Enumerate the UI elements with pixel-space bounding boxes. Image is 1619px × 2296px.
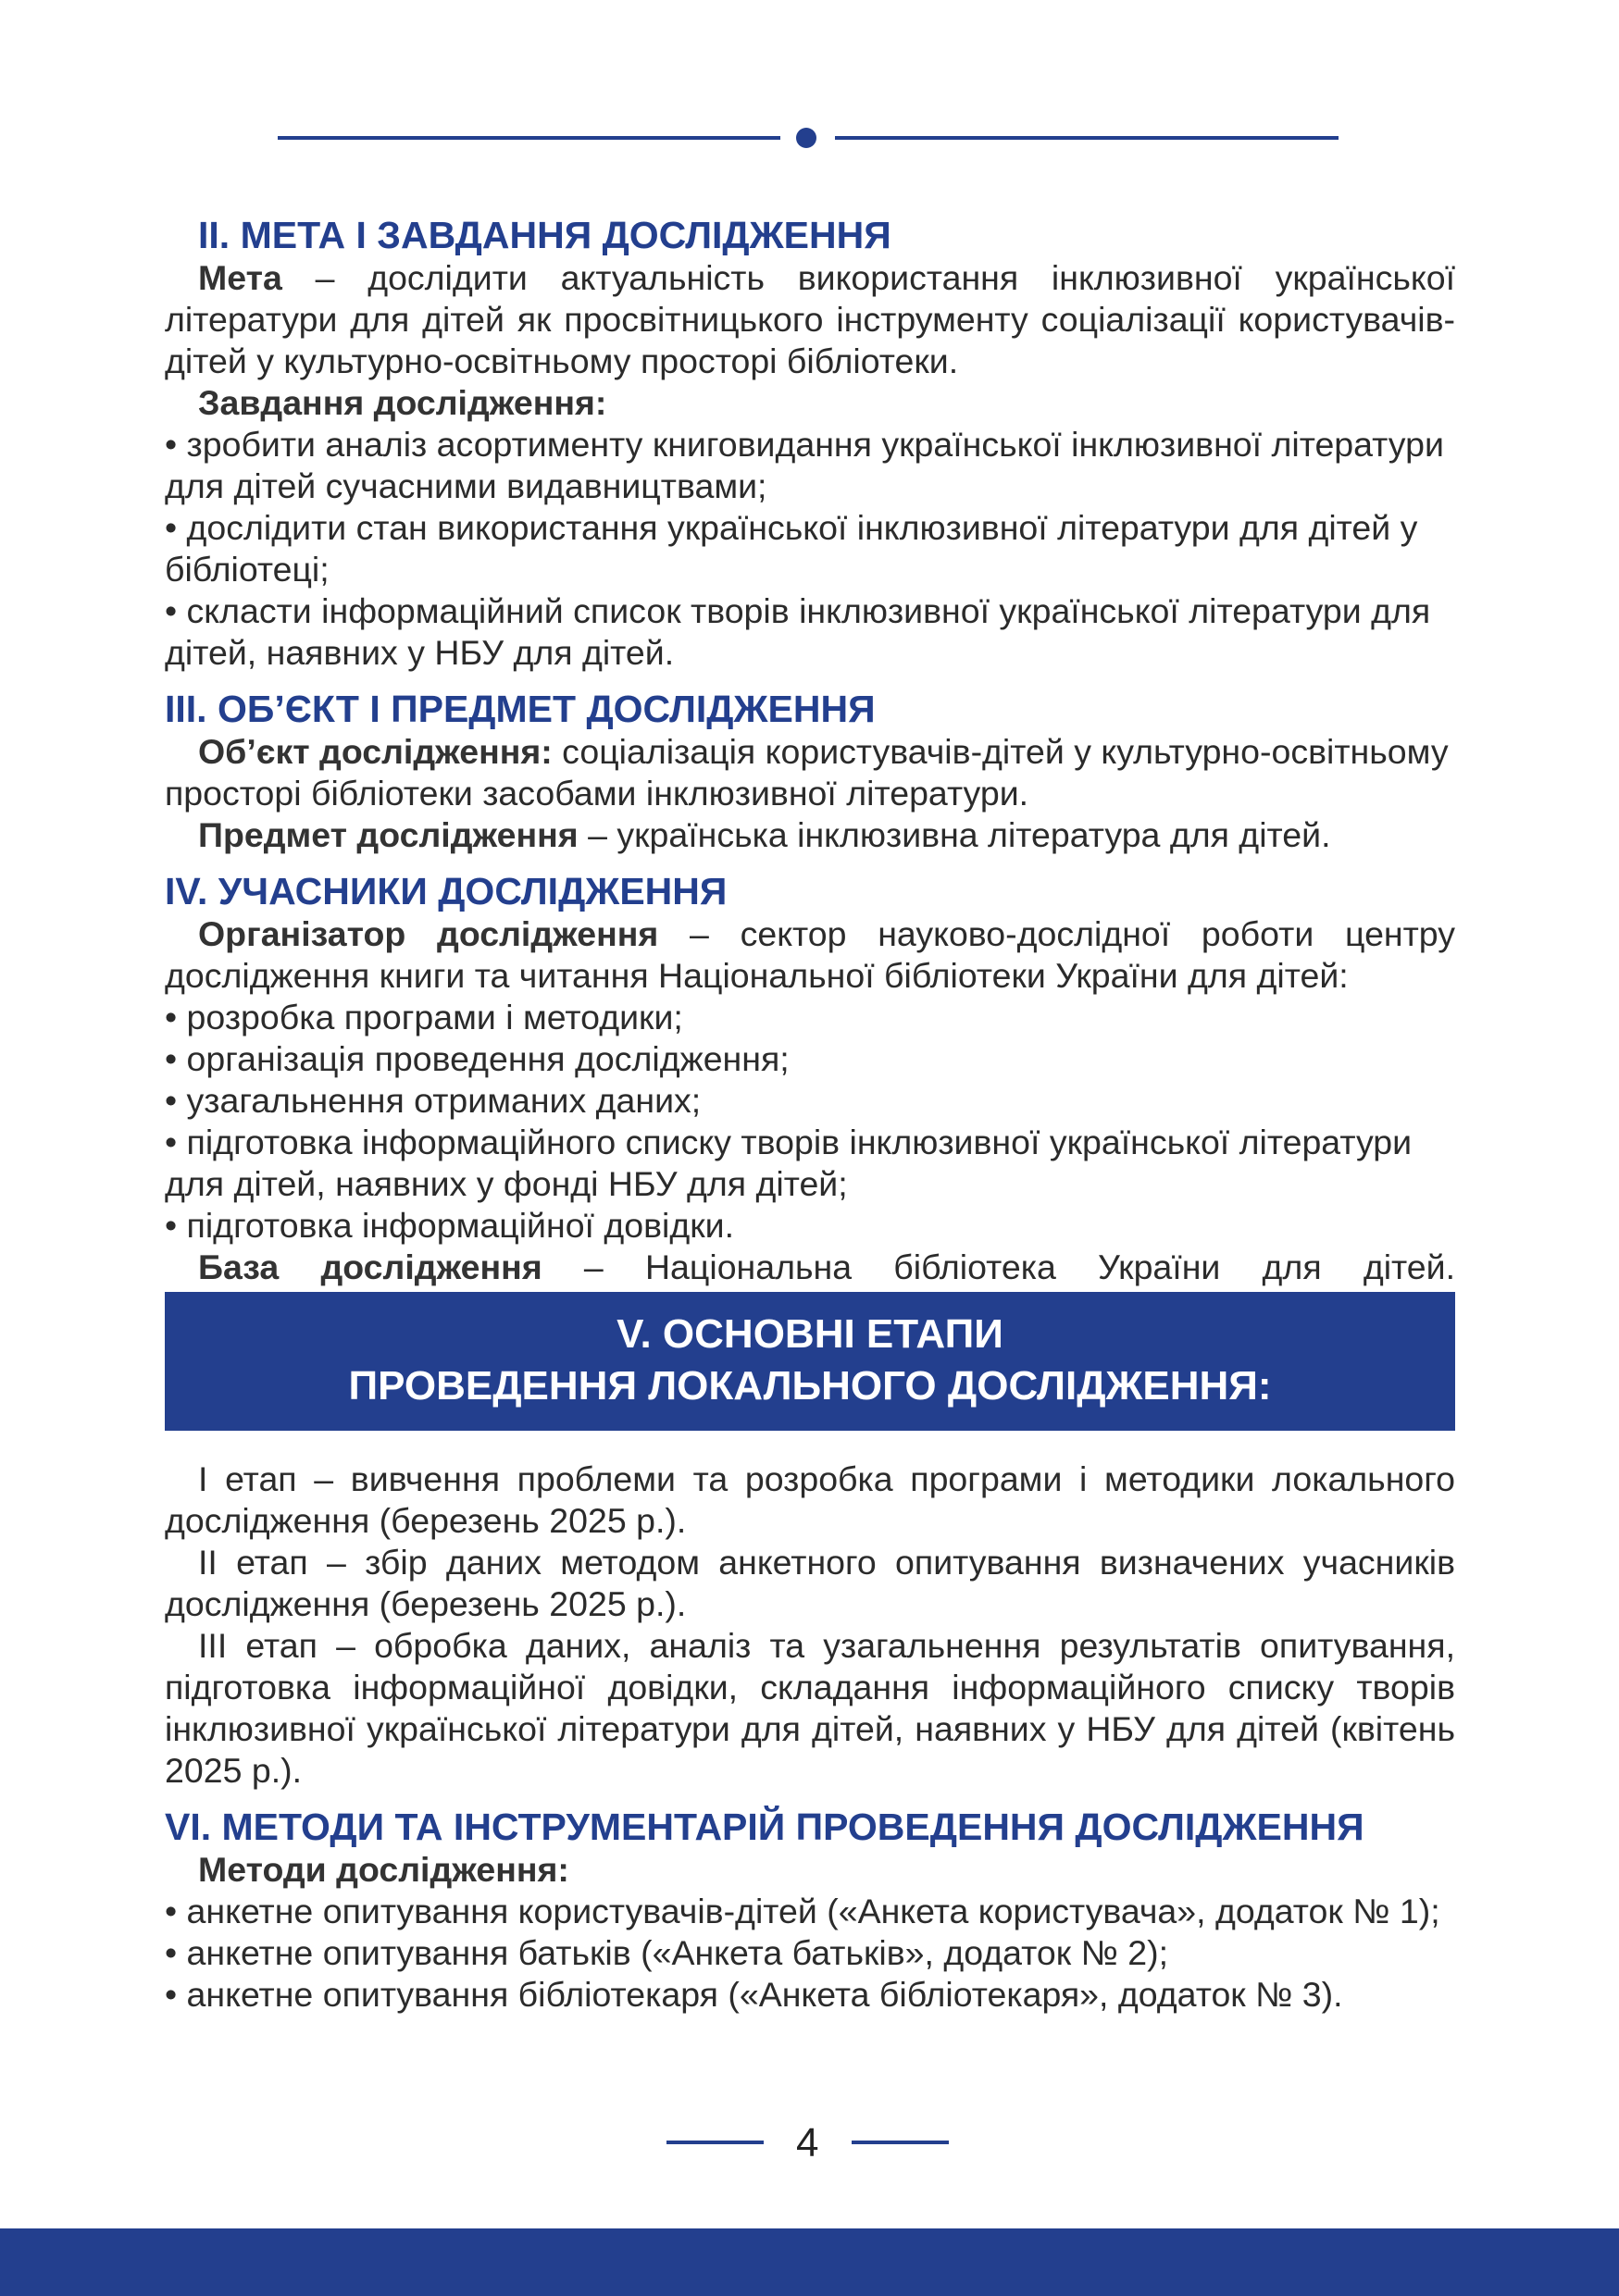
list-item: • анкетне опитування батьків («Анкета батьків», додаток № 2);	[165, 1933, 1169, 1972]
ornament-line-left	[278, 136, 780, 140]
stage-paragraph: ІІ етап – збір даних методом анкетного опитування визначених учасників дослідження (березень 2025 р.).	[165, 1543, 1455, 1623]
subject-text: – українська інклюзивна література для дітей.	[578, 815, 1331, 854]
list-item: • анкетне опитування бібліотекаря («Анкета бібліотекаря», додаток № 3).	[165, 1975, 1343, 2014]
methods-label-paragraph	[165, 1849, 1455, 1891]
page-number: 4	[796, 2120, 819, 2166]
section-heading-participants: IV. УЧАСНИКИ ДОСЛІДЖЕННЯ	[165, 870, 728, 912]
section-heading-object: III. ОБ’ЄКТ І ПРЕДМЕТ ДОСЛІДЖЕННЯ	[165, 688, 876, 730]
list-item: • розробка програми і методики;	[165, 998, 683, 1036]
object-paragraph	[165, 731, 1455, 814]
ornament-dot	[796, 128, 816, 148]
stages-heading-line2: ПРОВЕДЕННЯ ЛОКАЛЬНОГО ДОСЛІДЖЕННЯ:	[348, 1363, 1272, 1409]
base-text: – Національна бібліотека України для дітей.	[542, 1247, 1456, 1286]
subject-label: Предмет дослідження	[198, 815, 579, 854]
stage-paragraph: ІІІ етап – обробка даних, аналіз та узагальнення результатів опитування, підготовка інформаційної довідки, складання інформаційного списку творів інклюзивної української літератури для дітей, наявних у НБУ для дітей (квітень 2025 р.).	[165, 1626, 1455, 1790]
organizer-text: – сектор науково-дослідної роботи центру дослідження книги та читання Національної бібліотеки України для дітей:	[165, 914, 1455, 995]
stages-heading-band	[165, 1292, 1455, 1431]
tasks-label-paragraph	[165, 382, 1455, 424]
page-number-line-right	[852, 2141, 949, 2144]
object-text: соціалізація користувачів-дітей у культурно-освітньому просторі бібліотеки засобами інклюзивної літератури.	[165, 732, 1449, 813]
page-number-block	[666, 2116, 953, 2171]
list-item: • організація проведення дослідження;	[165, 1039, 790, 1078]
organizer-paragraph	[165, 913, 1455, 997]
footer-band	[0, 2228, 1619, 2296]
goal-label: Мета	[198, 258, 282, 297]
methods-label: Методи дослідження:	[198, 1850, 569, 1889]
stages-heading-line1: V. ОСНОВНІ ЕТАПИ	[616, 1311, 1003, 1357]
tasks-label: Завдання дослідження:	[198, 383, 607, 422]
stage-paragraph: І етап – вивчення проблеми та розробка програми і методики локального дослідження (березень 2025 р.).	[165, 1459, 1455, 1540]
list-item: • анкетне опитування користувачів-дітей («Анкета користувача», додаток № 1);	[165, 1892, 1440, 1930]
goal-paragraph	[165, 257, 1455, 382]
section-heading-methods: VI. МЕТОДИ ТА ІНСТРУМЕНТАРІЙ ПРОВЕДЕННЯ ДОСЛІДЖЕННЯ	[165, 1806, 1364, 1848]
section-heading-goal: II. МЕТА І ЗАВДАННЯ ДОСЛІДЖЕННЯ	[198, 214, 891, 256]
goal-text: – дослідити актуальність використання інклюзивної української літератури для дітей як просвітницького інструменту соціалізації користувачів-дітей у культурно-освітньому просторі бібліотеки.	[165, 258, 1455, 380]
list-item: • зробити аналіз асортименту книговидання української інклюзивної літератури для дітей сучасними видавництвами;	[165, 425, 1444, 505]
subject-paragraph	[165, 814, 1455, 856]
list-item: • підготовка інформаційного списку творів інклюзивної української літератури для дітей, наявних у фонді НБУ для дітей;	[165, 1123, 1413, 1203]
base-paragraph	[165, 1247, 1455, 1288]
list-item: • узагальнення отриманих даних;	[165, 1081, 702, 1120]
list-item: • дослідити стан використання української інклюзивної літератури для дітей у бібліотеці;	[165, 508, 1418, 589]
page-number-line-left	[666, 2141, 764, 2144]
organizer-label: Організатор дослідження	[198, 914, 659, 953]
object-label: Об’єкт дослідження:	[198, 732, 553, 771]
top-ornament	[278, 129, 1339, 147]
list-item: • скласти інформаційний список творів інклюзивної української літератури для дітей, наявних у НБУ для дітей.	[165, 591, 1431, 672]
base-label: База дослідження	[198, 1247, 542, 1286]
ornament-line-right	[835, 136, 1339, 140]
list-item: • підготовка інформаційної довідки.	[165, 1206, 735, 1245]
page-content	[165, 213, 1455, 2016]
